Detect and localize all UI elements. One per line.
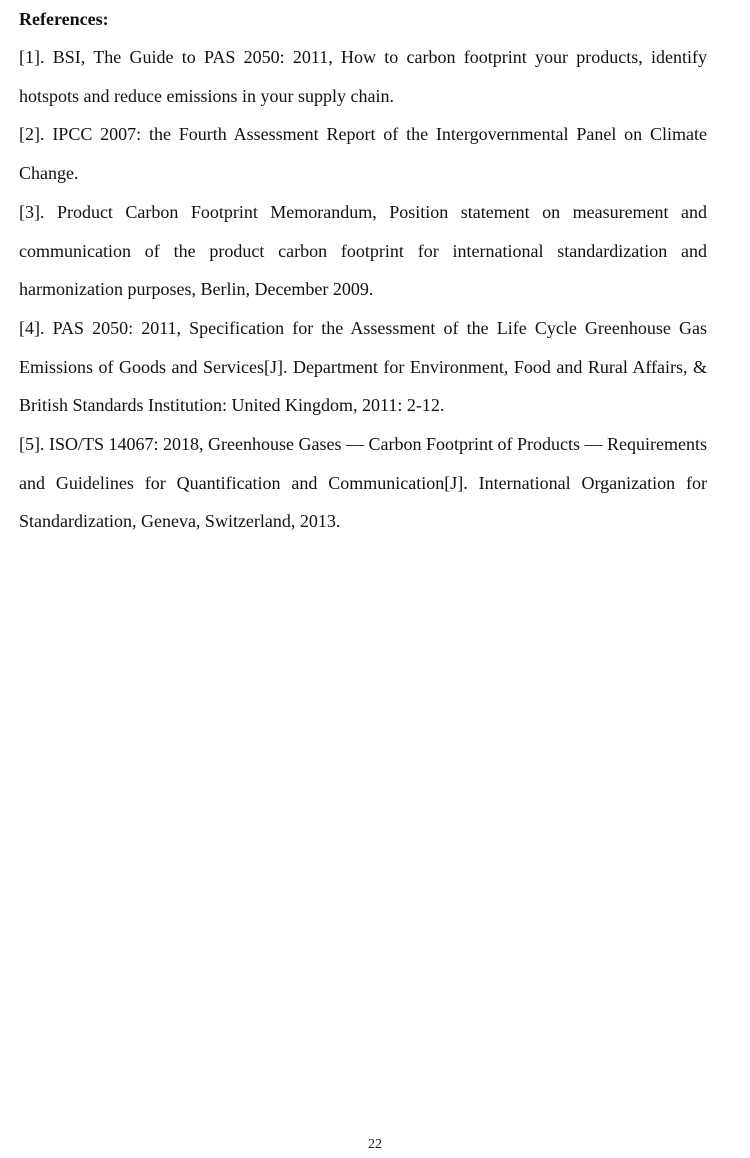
reference-item-4: [4]. PAS 2050: 2011, Specification for the Assessment of the Life Cycle Greenhouse Gas Emissions of Goods and Services[J]. Department for Environment, Food and Rural Affairs, & British Standards Institution: United Kingdom, 2011: 2-12. xyxy=(19,317,707,416)
references-heading: References: xyxy=(19,9,109,29)
page-number: 22 xyxy=(368,1137,382,1152)
reference-list xyxy=(19,38,707,541)
reference-item-3: [3]. Product Carbon Footprint Memorandum, Position statement on measurement and communication of the product carbon footprint for international standardization and harmonization purposes, Berlin, December 2009. xyxy=(19,201,707,300)
reference-item-5: [5]. ISO/TS 14067: 2018, Greenhouse Gases — Carbon Footprint of Products — Requirements and Guidelines for Quantification and Communication[J]. International Organization for Standardization, Geneva, Switzerland, 2013. xyxy=(19,434,707,532)
reference-item-1: [1]. BSI, The Guide to PAS 2050: 2011, How to carbon footprint your products, identify hotspots and reduce emissions in your supply chain. xyxy=(19,47,707,106)
references-section xyxy=(19,0,707,541)
reference-item-2: [2]. IPCC 2007: the Fourth Assessment Report of the Intergovernmental Panel on Climate Change. xyxy=(19,124,707,184)
